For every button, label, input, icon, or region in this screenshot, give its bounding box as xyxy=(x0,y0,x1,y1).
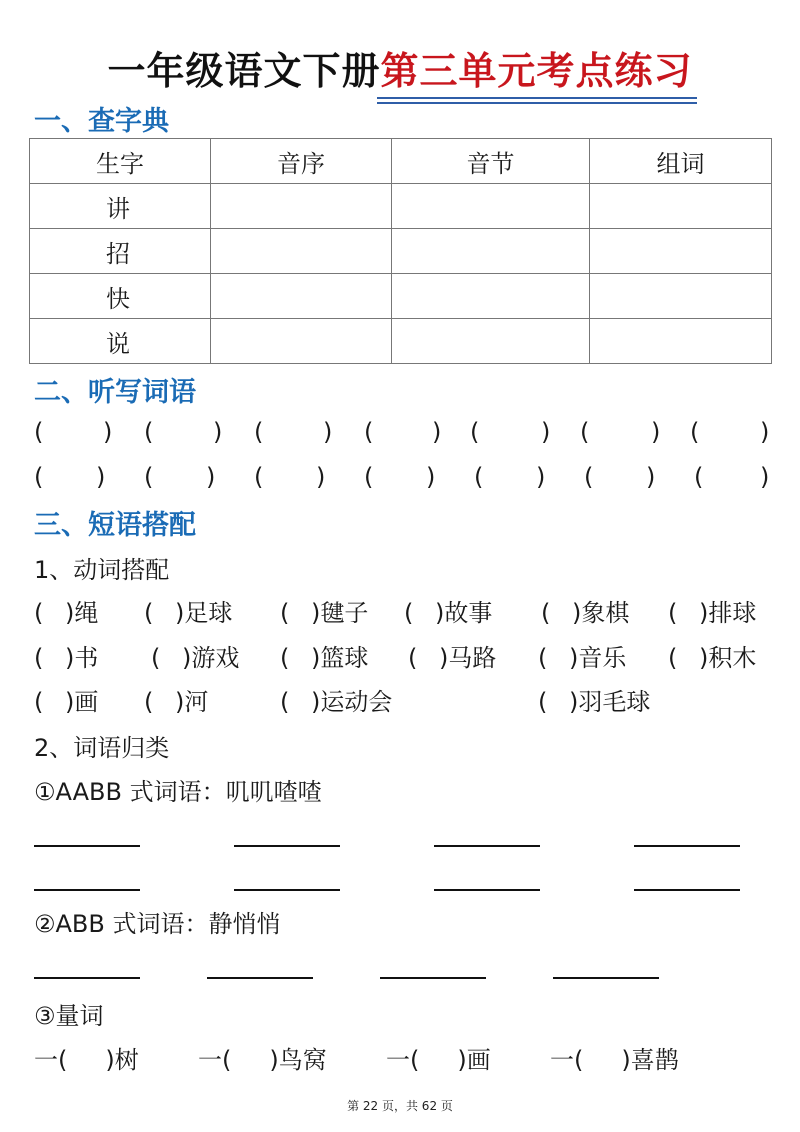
dictation-close-paren: ) xyxy=(213,418,223,446)
blank-open-paren: ( xyxy=(34,644,51,672)
aabb-label: ①AABB 式词语： xyxy=(34,778,226,806)
answer-line[interactable] xyxy=(434,889,540,891)
verb-object-word: 积木 xyxy=(708,644,757,672)
blank-close-paren: ) xyxy=(65,599,75,627)
measure-word-item xyxy=(198,1040,327,1075)
col-header-char: 生字 xyxy=(30,139,211,184)
aabb-example: 叽叽喳喳 xyxy=(225,778,322,806)
dictation-close-paren: ) xyxy=(760,418,770,446)
verb-object-word: 运动会 xyxy=(320,688,393,716)
dictation-close-paren: ) xyxy=(103,418,113,446)
answer-line[interactable] xyxy=(207,977,313,979)
verb-match-item xyxy=(538,682,650,717)
verb-object-word: 游戏 xyxy=(191,644,240,672)
dictation-open-paren: ( xyxy=(254,418,264,446)
table-cell-blank[interactable] xyxy=(590,229,772,274)
blank-open-paren: ( xyxy=(34,688,51,716)
title-grade: 一年级语文下册 xyxy=(107,49,381,93)
verb-match-title: 1、动词搭配 xyxy=(34,556,170,584)
verb-match-item xyxy=(144,593,232,628)
blank-close-paren: ) xyxy=(311,644,321,672)
dictation-open-paren: ( xyxy=(364,418,374,446)
blank-open-paren: ( xyxy=(151,644,168,672)
blank-close-paren: ) xyxy=(65,644,75,672)
blank-close-paren: ) xyxy=(569,644,579,672)
verb-match-item xyxy=(280,682,392,717)
dictation-open-paren: ( xyxy=(580,418,590,446)
table-cell-blank[interactable] xyxy=(211,229,392,274)
dictation-close-paren: ) xyxy=(536,463,546,491)
col-header-syllable: 音节 xyxy=(392,139,590,184)
answer-line[interactable] xyxy=(434,845,540,847)
verb-match-item xyxy=(34,682,98,717)
verb-match-item xyxy=(541,593,629,628)
verb-object-word: 书 xyxy=(74,644,99,672)
dictation-open-paren: ( xyxy=(470,418,480,446)
verb-object-word: 河 xyxy=(184,688,209,716)
table-cell-blank[interactable] xyxy=(392,184,590,229)
verb-match-item xyxy=(408,638,496,673)
page-footer: 第 22 页，共 62 页 xyxy=(347,1099,453,1113)
answer-line[interactable] xyxy=(380,977,486,979)
verb-match-item xyxy=(280,638,368,673)
verb-match-item xyxy=(404,593,492,628)
verb-match-item xyxy=(668,593,756,628)
table-cell-blank[interactable] xyxy=(590,184,772,229)
col-header-words: 组词 xyxy=(590,139,772,184)
measure-noun: 画 xyxy=(466,1046,491,1074)
blank-open-paren: ( xyxy=(144,688,161,716)
dictation-open-paren: ( xyxy=(364,463,374,491)
verb-object-word: 象棋 xyxy=(581,599,630,627)
verb-match-item xyxy=(668,638,756,673)
verb-object-word: 足球 xyxy=(184,599,233,627)
table-header-row xyxy=(30,139,772,184)
verb-object-word: 羽毛球 xyxy=(578,688,651,716)
dictation-close-paren: ) xyxy=(432,418,442,446)
table-cell-blank[interactable] xyxy=(211,319,392,364)
table-cell-char: 讲 xyxy=(30,184,211,229)
measure-noun: 鸟窝 xyxy=(278,1046,327,1074)
dictation-row xyxy=(0,463,800,497)
verb-object-word: 篮球 xyxy=(320,644,369,672)
verb-object-word: 画 xyxy=(74,688,99,716)
measure-prefix: 一( xyxy=(550,1046,584,1074)
answer-line[interactable] xyxy=(553,977,659,979)
dictation-close-paren: ) xyxy=(323,418,333,446)
blank-close-paren: ) xyxy=(311,599,321,627)
answer-line[interactable] xyxy=(34,845,140,847)
dictation-open-paren: ( xyxy=(584,463,594,491)
verb-match-item xyxy=(538,638,626,673)
blank-open-paren: ( xyxy=(668,599,685,627)
dictation-close-paren: ) xyxy=(760,463,770,491)
measure-word-item xyxy=(386,1040,491,1075)
table-cell-blank[interactable] xyxy=(392,274,590,319)
dictation-close-paren: ) xyxy=(651,418,661,446)
blank-close-paren: ) xyxy=(65,688,75,716)
blank-open-paren: ( xyxy=(541,599,558,627)
blank-open-paren: ( xyxy=(538,644,555,672)
title-underline-1 xyxy=(377,97,697,99)
dictation-close-paren: ) xyxy=(541,418,551,446)
table-row xyxy=(30,184,772,229)
dictation-close-paren: ) xyxy=(646,463,656,491)
word-sort-title: 2、词语归类 xyxy=(34,734,170,762)
dictation-open-paren: ( xyxy=(694,463,704,491)
blank-close-paren: ) xyxy=(175,688,185,716)
verb-match-item xyxy=(34,593,98,628)
table-row xyxy=(30,274,772,319)
table-cell-blank[interactable] xyxy=(392,319,590,364)
blank-close-paren: ) xyxy=(435,599,445,627)
answer-line[interactable] xyxy=(34,977,140,979)
abb-prompt xyxy=(34,904,281,939)
dictionary-table xyxy=(29,138,772,364)
table-cell-char: 说 xyxy=(30,319,211,364)
dictation-open-paren: ( xyxy=(144,418,154,446)
blank-close-paren: ) xyxy=(457,1046,467,1074)
blank-open-paren: ( xyxy=(280,644,297,672)
col-header-order: 音序 xyxy=(211,139,392,184)
verb-match-item xyxy=(144,682,208,717)
aabb-prompt xyxy=(34,772,322,807)
table-cell-blank[interactable] xyxy=(211,184,392,229)
blank-open-paren: ( xyxy=(280,688,297,716)
blank-close-paren: ) xyxy=(572,599,582,627)
measure-prefix: 一( xyxy=(34,1046,68,1074)
title-unit-text: 第三单元考点练习 xyxy=(380,49,693,93)
dictation-open-paren: ( xyxy=(254,463,264,491)
blank-close-paren: ) xyxy=(621,1046,631,1074)
measure-word-title: ③量词 xyxy=(34,1002,104,1030)
dictation-open-paren: ( xyxy=(34,418,44,446)
page-title xyxy=(0,40,800,95)
table-row xyxy=(30,229,772,274)
dictation-close-paren: ) xyxy=(316,463,326,491)
blank-open-paren: ( xyxy=(408,644,425,672)
section-phrase-heading: 三、短语搭配 xyxy=(34,510,196,541)
verb-object-word: 毽子 xyxy=(320,599,369,627)
blank-open-paren: ( xyxy=(34,599,51,627)
blank-close-paren: ) xyxy=(569,688,579,716)
answer-line[interactable] xyxy=(634,889,740,891)
blank-open-paren: ( xyxy=(668,644,685,672)
table-cell-char: 招 xyxy=(30,229,211,274)
verb-object-word: 绳 xyxy=(74,599,99,627)
section-dictionary-heading: 一、查字典 xyxy=(34,106,169,137)
dictation-open-paren: ( xyxy=(690,418,700,446)
table-cell-blank[interactable] xyxy=(392,229,590,274)
title-underline-2 xyxy=(377,102,697,104)
blank-close-paren: ) xyxy=(182,644,192,672)
verb-object-word: 音乐 xyxy=(578,644,627,672)
verb-match-item xyxy=(34,638,98,673)
abb-label: ②ABB 式词语： xyxy=(34,910,209,938)
verb-object-word: 故事 xyxy=(444,599,493,627)
verb-match-item xyxy=(280,593,368,628)
blank-close-paren: ) xyxy=(269,1046,279,1074)
blank-close-paren: ) xyxy=(105,1046,115,1074)
measure-prefix: 一( xyxy=(386,1046,420,1074)
answer-line[interactable] xyxy=(234,845,340,847)
dictation-open-paren: ( xyxy=(144,463,154,491)
table-cell-blank[interactable] xyxy=(211,274,392,319)
title-unit xyxy=(381,40,693,95)
blank-close-paren: ) xyxy=(699,644,709,672)
table-cell-blank[interactable] xyxy=(590,319,772,364)
abb-example: 静悄悄 xyxy=(208,910,281,938)
verb-object-word: 排球 xyxy=(708,599,757,627)
measure-noun: 喜鹊 xyxy=(630,1046,679,1074)
dictation-close-paren: ) xyxy=(426,463,436,491)
measure-noun: 树 xyxy=(114,1046,139,1074)
blank-open-paren: ( xyxy=(280,599,297,627)
blank-close-paren: ) xyxy=(699,599,709,627)
blank-open-paren: ( xyxy=(538,688,555,716)
dictation-close-paren: ) xyxy=(206,463,216,491)
dictation-open-paren: ( xyxy=(34,463,44,491)
measure-word-item xyxy=(550,1040,679,1075)
answer-line[interactable] xyxy=(234,889,340,891)
table-cell-blank[interactable] xyxy=(590,274,772,319)
answer-line[interactable] xyxy=(634,845,740,847)
blank-open-paren: ( xyxy=(144,599,161,627)
blank-open-paren: ( xyxy=(404,599,421,627)
dictation-open-paren: ( xyxy=(474,463,484,491)
blank-close-paren: ) xyxy=(311,688,321,716)
blank-close-paren: ) xyxy=(439,644,449,672)
verb-object-word: 马路 xyxy=(448,644,497,672)
measure-prefix: 一( xyxy=(198,1046,232,1074)
section-dictation-heading: 二、听写词语 xyxy=(34,377,196,408)
table-row xyxy=(30,319,772,364)
verb-match-item xyxy=(151,638,239,673)
dictation-close-paren: ) xyxy=(96,463,106,491)
blank-close-paren: ) xyxy=(175,599,185,627)
dictation-row xyxy=(0,418,800,452)
answer-line[interactable] xyxy=(34,889,140,891)
table-cell-char: 快 xyxy=(30,274,211,319)
measure-word-item xyxy=(34,1040,139,1075)
